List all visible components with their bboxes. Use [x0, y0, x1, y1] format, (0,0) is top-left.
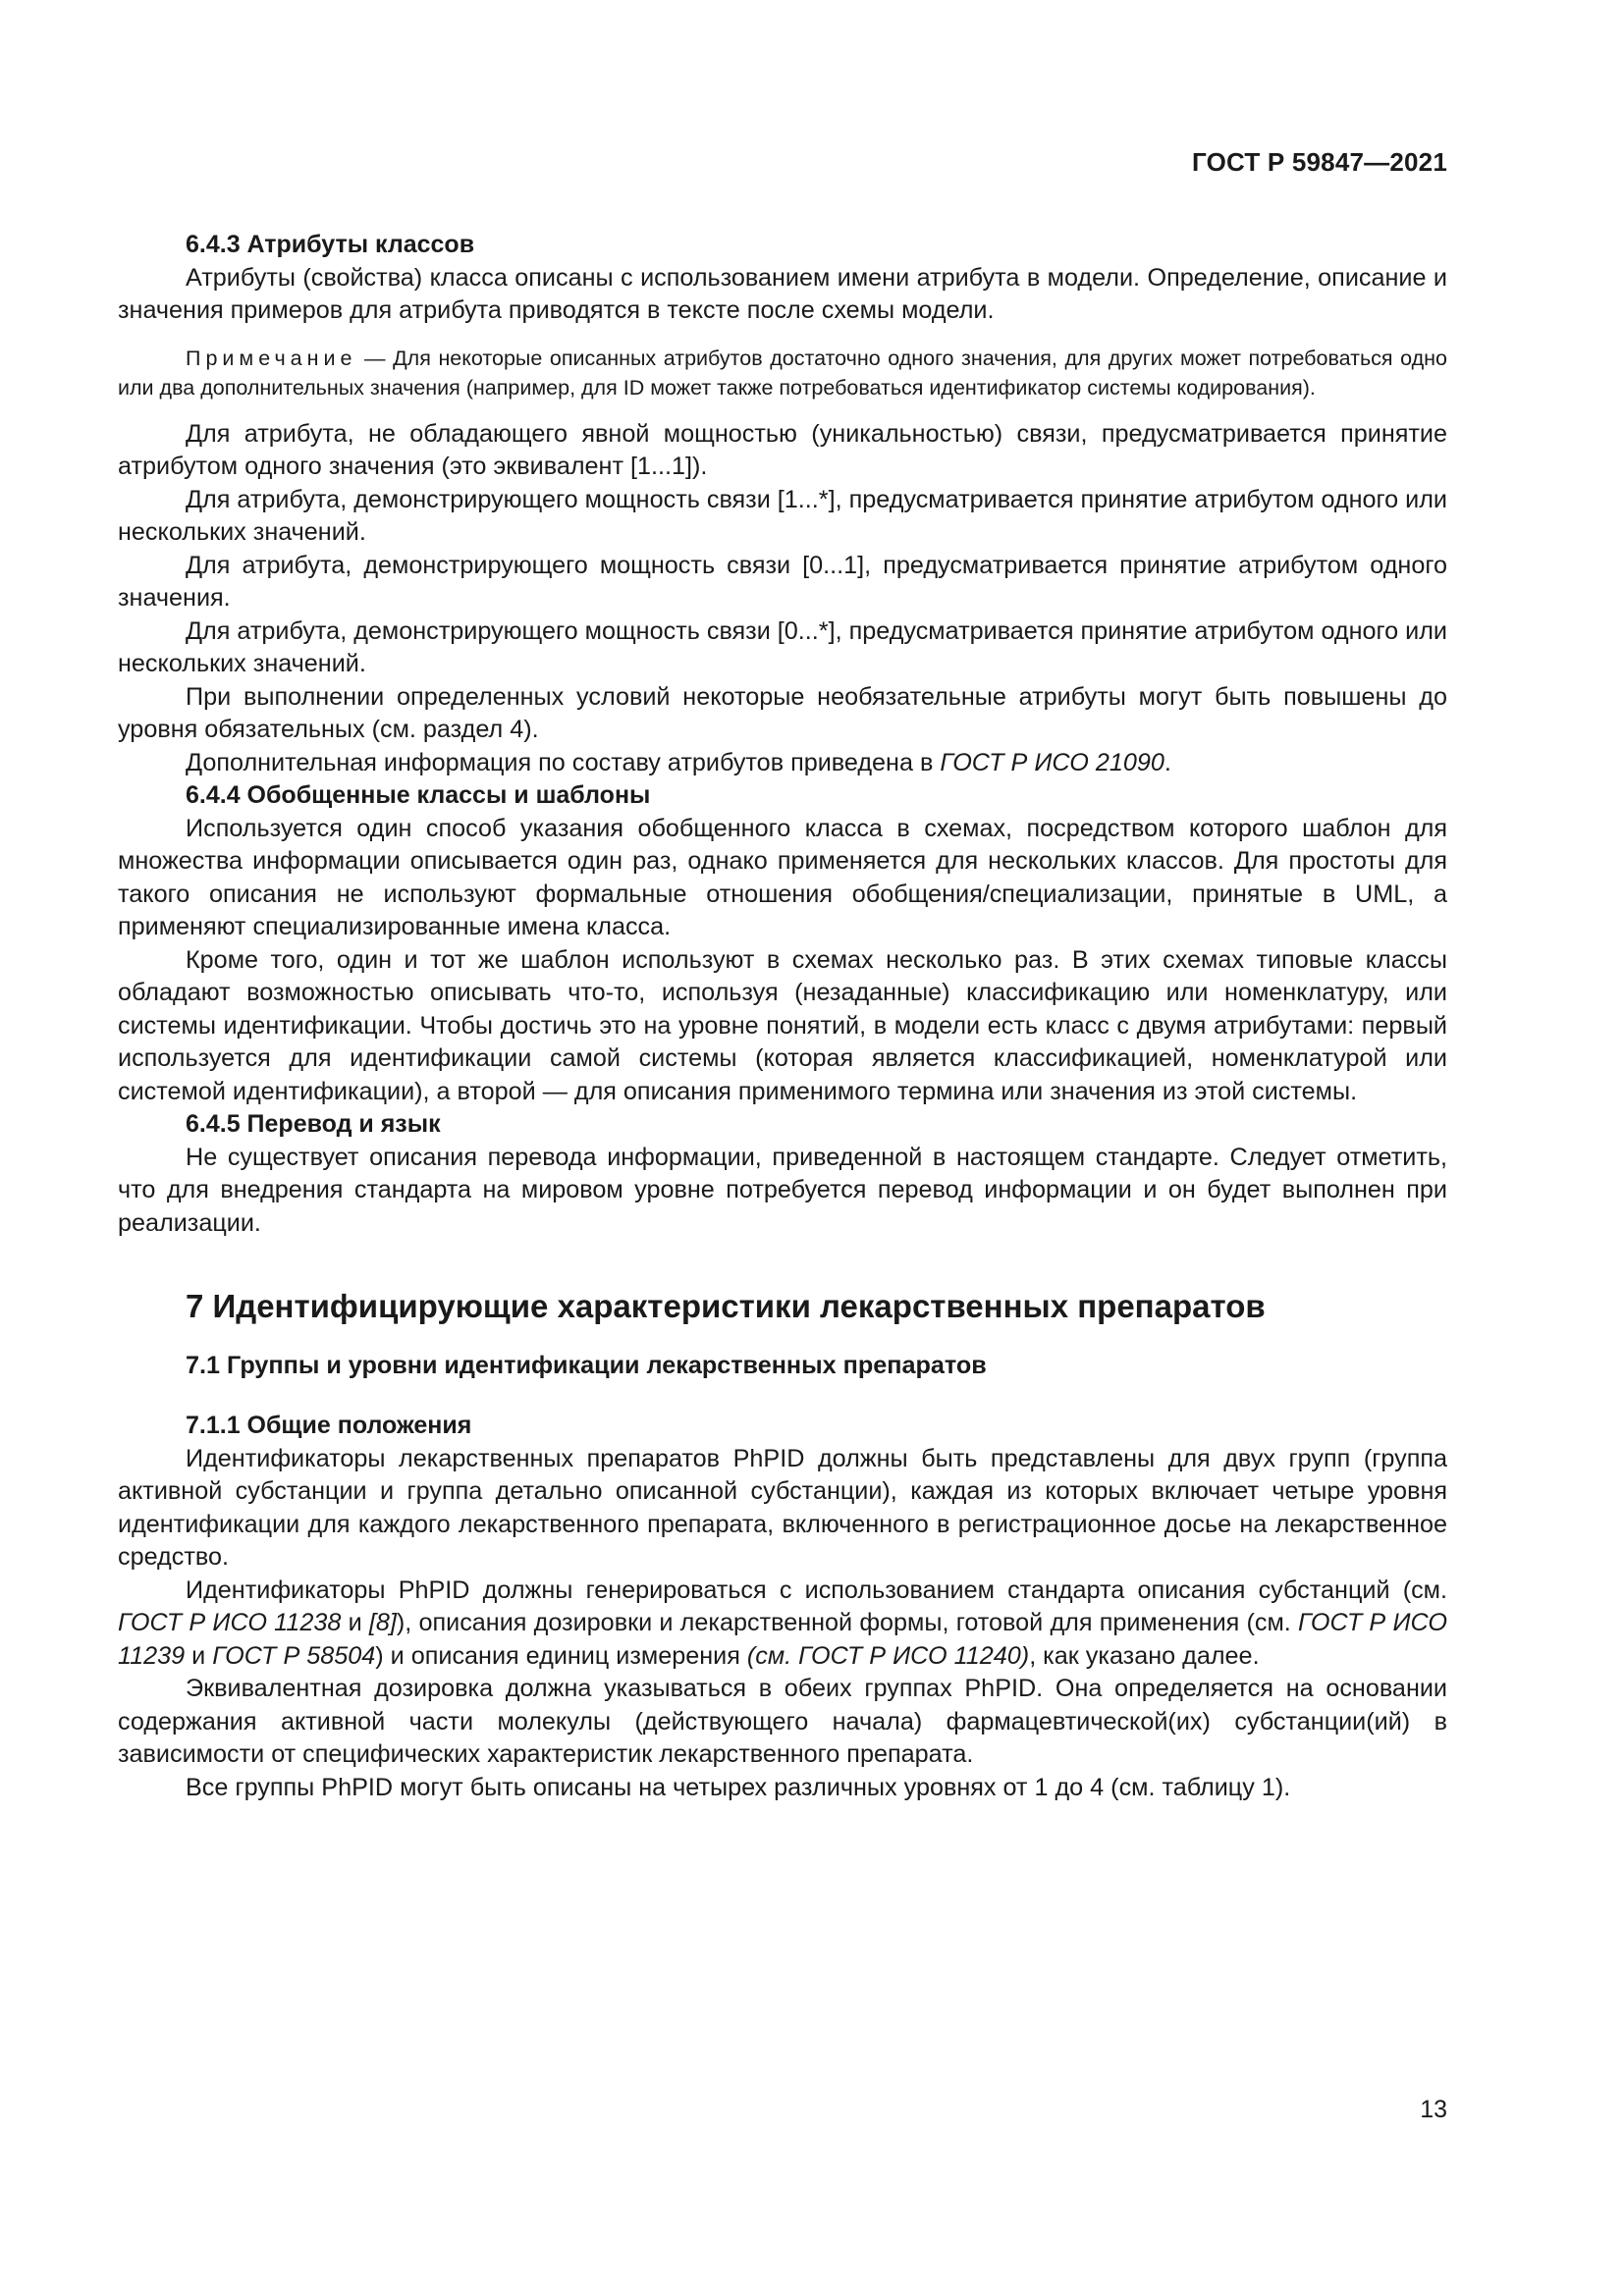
text-run: ), описания дозировки и лекарственной формы, готовой для применения (см.	[396, 1609, 1299, 1636]
section-6-4-4-heading: 6.4.4 Обобщенные классы и шаблоны	[186, 781, 651, 809]
section-7-heading: 7 Идентифицирующие характеристики лекарственных препаратов	[186, 1288, 1266, 1324]
paragraph: Для атрибута, демонстрирующего мощность связи [1...*], предусматривается принятие атрибутом одного или нескольких значений.	[118, 485, 1447, 546]
paragraph: Идентификаторы лекарственных препаратов PhPID должны быть представлены для двух групп (группа активной субстанции и группа детально описанной субстанции), каждая из которых включает четыре уровня идентификации для каждого лекарственного препарата, включенного в регистрационное досье на лекарственное средство.	[118, 1444, 1447, 1571]
note	[118, 344, 1447, 402]
text-run: , как указано далее.	[1029, 1641, 1260, 1670]
standard-reference: ГОСТ Р ИСО 11238	[118, 1609, 342, 1636]
paragraph: Для атрибута, демонстрирующего мощность связи [0...*], предусматривается принятие атрибутом одного или нескольких значений.	[118, 616, 1447, 677]
text-run: ) и описания единиц измерения	[375, 1641, 747, 1670]
paragraph: Не существует описания перевода информации, приведенной в настоящем стандарте. Следует отметить, что для внедрения стандарта на мировом уровне потребуется перевод информации и он будет выполнен при реализации.	[118, 1143, 1447, 1237]
section-7-1-1-heading: 7.1.1 Общие положения	[186, 1412, 472, 1439]
text-run: Идентификаторы PhPID должны генерироваться с использованием стандарта описания субстанций (см.	[186, 1575, 1447, 1604]
note-label: Примечание	[186, 346, 357, 370]
text-run: .	[1164, 748, 1171, 776]
document-code-header: ГОСТ Р 59847—2021	[1192, 147, 1447, 177]
paragraph	[118, 1575, 1447, 1674]
standard-reference: (см. ГОСТ Р ИСО 11240)	[746, 1641, 1030, 1670]
paragraph: При выполнении определенных условий некоторые необязательные атрибуты могут быть повышены до уровня обязательных (см. раздел 4).	[118, 682, 1447, 743]
paragraph: Для атрибута, демонстрирующего мощность связи [0...1], предусматривается принятие атрибутом одного значения.	[118, 551, 1447, 612]
section-7-1-heading: 7.1 Группы и уровни идентификации лекарственных препаратов	[186, 1352, 987, 1379]
bibliography-reference: [8]	[368, 1609, 397, 1636]
standard-reference: ГОСТ Р ИСО 21090	[940, 748, 1164, 776]
paragraph: Эквивалентная дозировка должна указываться в обеих группах PhPID. Она определяется на основании содержания активной части молекулы (действующего начала) фармацевтической(их) субстанции(ий) в зависимости от специфических характеристик лекарственного препарата.	[118, 1675, 1447, 1768]
standard-reference: ГОСТ Р ИСО 11239	[118, 1609, 1447, 1670]
text-run: Дополнительная информация по составу атрибутов приведена в	[186, 748, 941, 776]
standard-reference: ГОСТ Р 58504	[212, 1641, 376, 1670]
section-6-4-3-heading: 6.4.3 Атрибуты классов	[186, 231, 475, 258]
paragraph: Кроме того, один и тот же шаблон используют в схемах несколько раз. В этих схемах типовые классы обладают возможностью описывать что-то, используя (незаданные) классификацию или номенклатуру, или системы идентификации. Чтобы достичь это на уровне понятий, в модели есть класс с двумя атрибутами: первый используется для идентификации самой системы (которая является классификацией, номенклатурой или системой идентификации), а второй — для описания применимого термина или значения из этой системы.	[118, 945, 1447, 1105]
text-run: и	[341, 1609, 369, 1636]
paragraph: Для атрибута, не обладающего явной мощностью (уникальностью) связи, предусматривается принятие атрибутом одного значения (это эквивалент [1...1]).	[118, 419, 1447, 480]
text-run: и	[185, 1641, 213, 1670]
note-text: — Для некоторые описанных атрибутов достаточно одного значения, для других может потребоваться одно или два дополнительных значения (например, для ID может также потребоваться идентификатор системы кодирования).	[118, 346, 1447, 400]
document-body	[118, 229, 1447, 1804]
paragraph: Используется один способ указания обобщенного класса в схемах, посредством которого шаблон для множества информации описывается один раз, однако применяется для нескольких классов. Для простоты для такого описания не используют формальные отношения обобщения/специализации, принятые в UML, а применяют специализированные имена класса.	[118, 814, 1447, 940]
section-6-4-5-heading: 6.4.5 Перевод и язык	[186, 1110, 441, 1138]
paragraph	[118, 747, 1447, 780]
paragraph: Атрибуты (свойства) класса описаны с использованием имени атрибута в модели. Определение, описание и значения примеров для атрибута приводятся в тексте после схемы модели.	[118, 263, 1447, 324]
paragraph: Все группы PhPID могут быть описаны на четырех различных уровнях от 1 до 4 (см. таблицу 1).	[186, 1773, 1291, 1801]
page-number: 13	[1420, 2096, 1447, 2123]
